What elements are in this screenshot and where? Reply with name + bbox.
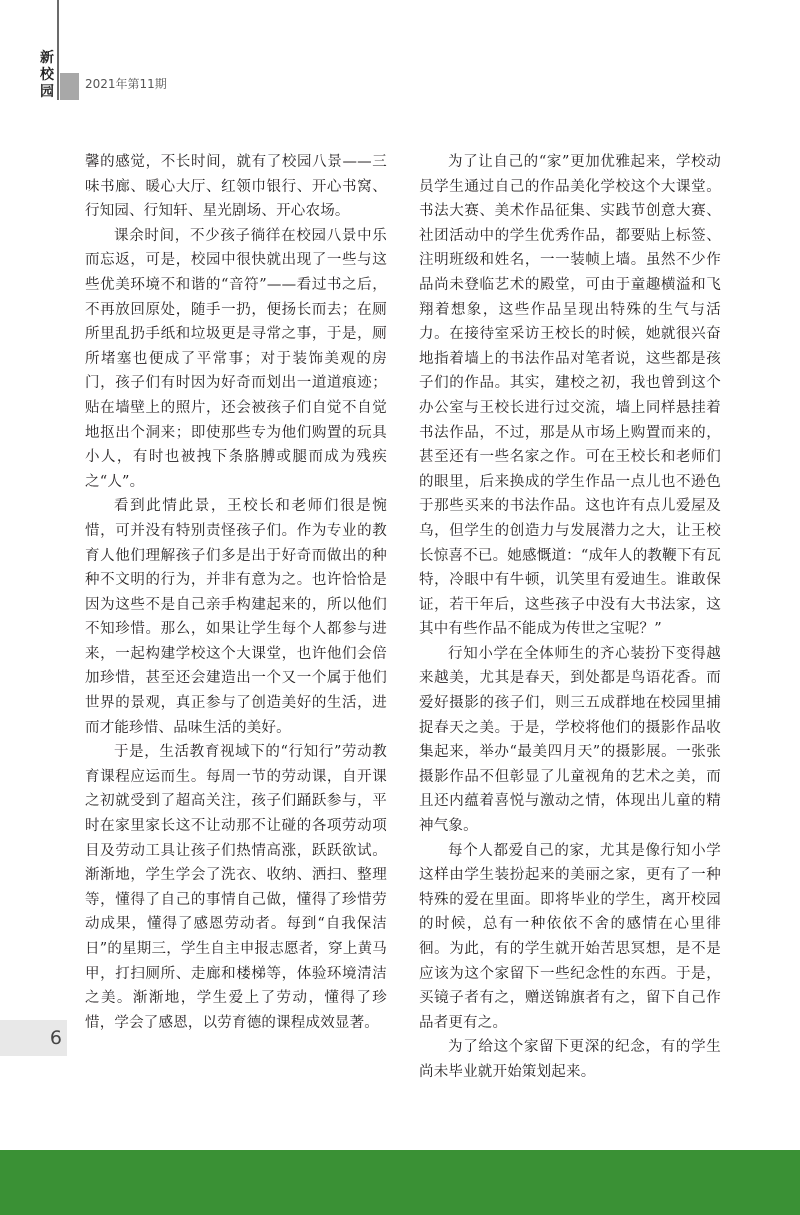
- paragraph: 行知小学在全体师生的齐心装扮下变得越来越美，尤其是春天，到处都是鸟语花香。而爱好摄影的孩子们，则三五成群地在校园里捕捉春天之美。于是，学校将他们的摄影作品收集起来，举办“最美四月天”的摄影展。一张张摄影作品不但彰显了儿童视角的艺术之美，而且还内蕴着喜悦与激动之情，体现出儿童的精神气象。: [419, 645, 721, 835]
- magazine-name-char: 校: [40, 67, 54, 83]
- paragraph: 每个人都爱自己的家，尤其是像行知小学这样由学生装扮起来的美丽之家，更有了一种特殊的爱在里面。即将毕业的学生，离开校园的时候，总有一种依依不舍的感情在心里徘徊。为此，有的学生就开始苦思冥想，是不是应该为这个家留下一些纪念性的东西。于是，买镜子者有之，赠送锦旗者有之，留下自己作品者更有之。: [419, 842, 721, 1031]
- article-right-column: [419, 150, 721, 1085]
- paragraph: 于是，生活教育视域下的“行知行”劳动教育课程应运而生。每周一节的劳动课，自开课之初就受到了超高关注，孩子们踊跃参与，平时在家里家长这不让动那不让碰的各项劳动项目及劳动工具让孩子们热情高涨，跃跃欲试。渐渐地，学生学会了洗衣、收纳、洒扫、整理等，懂得了自己的事情自己做，懂得了珍惜劳动成果，懂得了感恩劳动者。每到“自我保洁日”的星期三，学生自主申报志愿者，穿上黄马甲，打扫厕所、走廊和楼梯等，体验环境清洁之美。渐渐地，学生爱上了劳动，懂得了珍惜，学会了感恩，以劳育德的课程成效显著。: [85, 744, 387, 1031]
- header-rule: [57, 0, 59, 100]
- paragraph: 为了让自己的“家”更加优雅起来，学校动员学生通过自己的作品美化学校这个大课堂。书法大赛、美术作品征集、实践节创意大赛、社团活动中的学生优秀作品，都要贴上标签、注明班级和姓名，一一装帧上墙。虽然不少作品尚未登临艺术的殿堂，可由于童趣横溢和飞翔着想象，这些作品呈现出特殊的生气与活力。在接待室采访王校长的时候，她就很兴奋地指着墙上的书法作品对笔者说，这些都是孩子们的作品。其实，建校之初，我也曾到这个办公室与王校长进行过交流，墙上同样悬挂着书法作品，不过，那是从市场上购置而来的，甚至还有一些名家之作。可在王校长和老师们的眼里，后来换成的学生作品一点儿也不逊色于那些买来的书法作品。这也许有点儿爱屋及乌，但学生的创造力与发展潜力之大，让王校长惊喜不已。她感慨道：“成年人的教鞭下有瓦特，冷眼中有牛顿，讥笑里有爱迪生。谁敢保证，若干年后，这些孩子中没有大书法家，这其中有些作品不能成为传世之宝呢？”: [419, 154, 721, 638]
- magazine-name-char: 新: [40, 50, 54, 66]
- footer-band: [0, 1150, 800, 1215]
- paragraph: 馨的感觉，不长时间，就有了校园八景——三味书廊、暖心大厅、红领巾银行、开心书窝、行知园、行知轩、星光剧场、开心农场。: [85, 154, 387, 220]
- page-number: 6: [49, 1027, 62, 1049]
- paragraph: 为了给这个家留下更深的纪念，有的学生尚未毕业就开始策划起来。: [419, 1039, 721, 1080]
- issue-label: 2021年第11期: [85, 77, 167, 91]
- header-square-decoration: [60, 73, 79, 100]
- magazine-name: [38, 50, 56, 101]
- magazine-name-char: 园: [40, 84, 54, 100]
- article-left-column: [85, 150, 387, 1035]
- paragraph: 课余时间，不少孩子徜徉在校园八景中乐而忘返，可是，校园中很快就出现了一些与这些优美环境不和谐的“音符”——看过书之后，不再放回原处，随手一扔，便扬长而去；在厕所里乱扔手纸和垃圾更是寻常之事，于是，厕所堵塞也便成了平常事；对于装饰美观的房门，孩子们有时因为好奇而划出一道道痕迹；贴在墙壁上的照片，还会被孩子们自觉不自觉地抠出个洞来；即使那些专为他们购置的玩具小人，有时也被拽下条胳膊或腿而成为残疾之“人”。: [85, 227, 387, 490]
- paragraph: 看到此情此景，王校长和老师们很是惋惜，可并没有特别责怪孩子们。作为专业的教育人他们理解孩子们多是出于好奇而做出的种种不文明的行为，并非有意为之。也许恰恰是因为这些不是自己亲手构建起来的，所以他们不知珍惜。那么，如果让学生每个人都参与进来，一起构建学校这个大课堂，也许他们会倍加珍惜，甚至还会建造出一个又一个属于他们世界的景观，真正参与了创造美好的生活，进而才能珍惜、品味生活的美好。: [85, 498, 387, 736]
